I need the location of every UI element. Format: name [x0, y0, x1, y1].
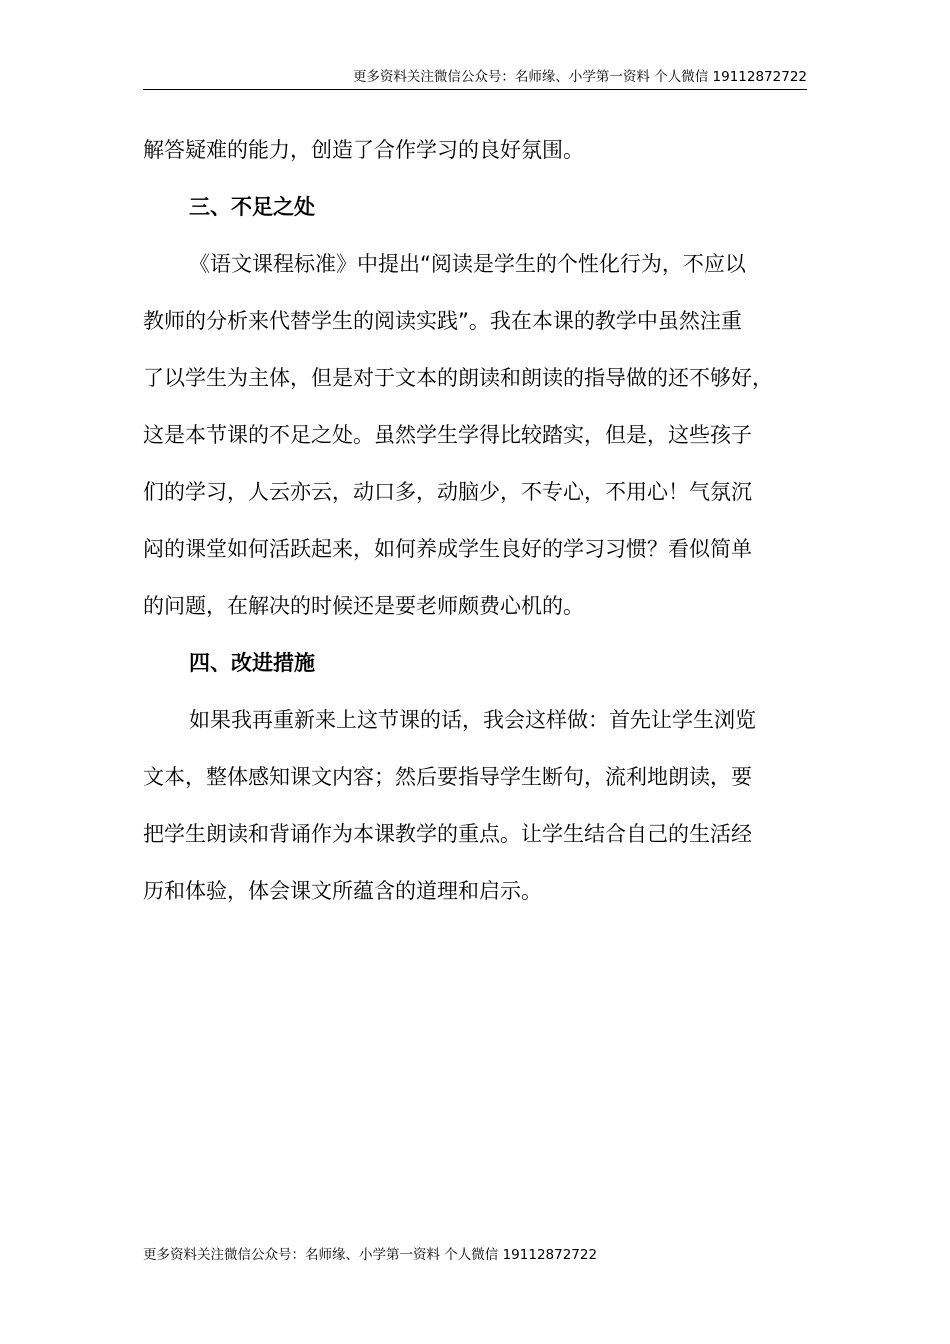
- paragraph-line: 把学生朗读和背诵作为本课教学的重点。让学生结合自己的生活经: [143, 822, 752, 846]
- page-header: [143, 68, 807, 90]
- document-body: [143, 127, 807, 925]
- header-text: 更多资料关注微信公众号：名师缘、小学第一资料 个人微信 19112872722: [352, 69, 807, 85]
- paragraph-line: 闷的课堂如何活跃起来，如何养成学生良好的学习习惯？看似简单: [143, 537, 752, 561]
- page-footer: [143, 1245, 597, 1265]
- paragraph-line: 了以学生为主体，但是对于文本的朗读和朗读的指导做的还不够好，: [143, 366, 773, 390]
- paragraph-line: 的问题，在解决的时候还是要老师颇费心机的。: [143, 594, 584, 618]
- paragraph-line: 教师的分析来代替学生的阅读实践”。我在本课的教学中虽然注重: [143, 309, 742, 333]
- paragraph-line: 这是本节课的不足之处。虽然学生学得比较踏实，但是，这些孩子: [143, 423, 752, 447]
- paragraph-line: 历和体验，体会课文所蕴含的道理和启示。: [143, 879, 542, 903]
- paragraph-line: 如果我再重新来上这节课的话，我会这样做：首先让学生浏览: [189, 708, 756, 732]
- paragraph-line: 文本，整体感知课文内容；然后要指导学生断句，流利地朗读，要: [143, 765, 752, 789]
- paragraph-line: 《语文课程标准》中提出“阅读是学生的个性化行为，不应以: [189, 252, 746, 276]
- paragraph-line: 们的学习，人云亦云，动口多，动脑少，不专心，不用心！气氛沉: [143, 480, 752, 504]
- section-heading-shortcomings: 三、不足之处: [189, 195, 315, 219]
- paragraph-line: 解答疑难的能力，创造了合作学习的良好氛围。: [143, 138, 584, 162]
- footer-text: 更多资料关注微信公众号：名师缘、小学第一资料 个人微信 19112872722: [143, 1247, 598, 1263]
- section-heading-improvements: 四、改进措施: [189, 651, 315, 675]
